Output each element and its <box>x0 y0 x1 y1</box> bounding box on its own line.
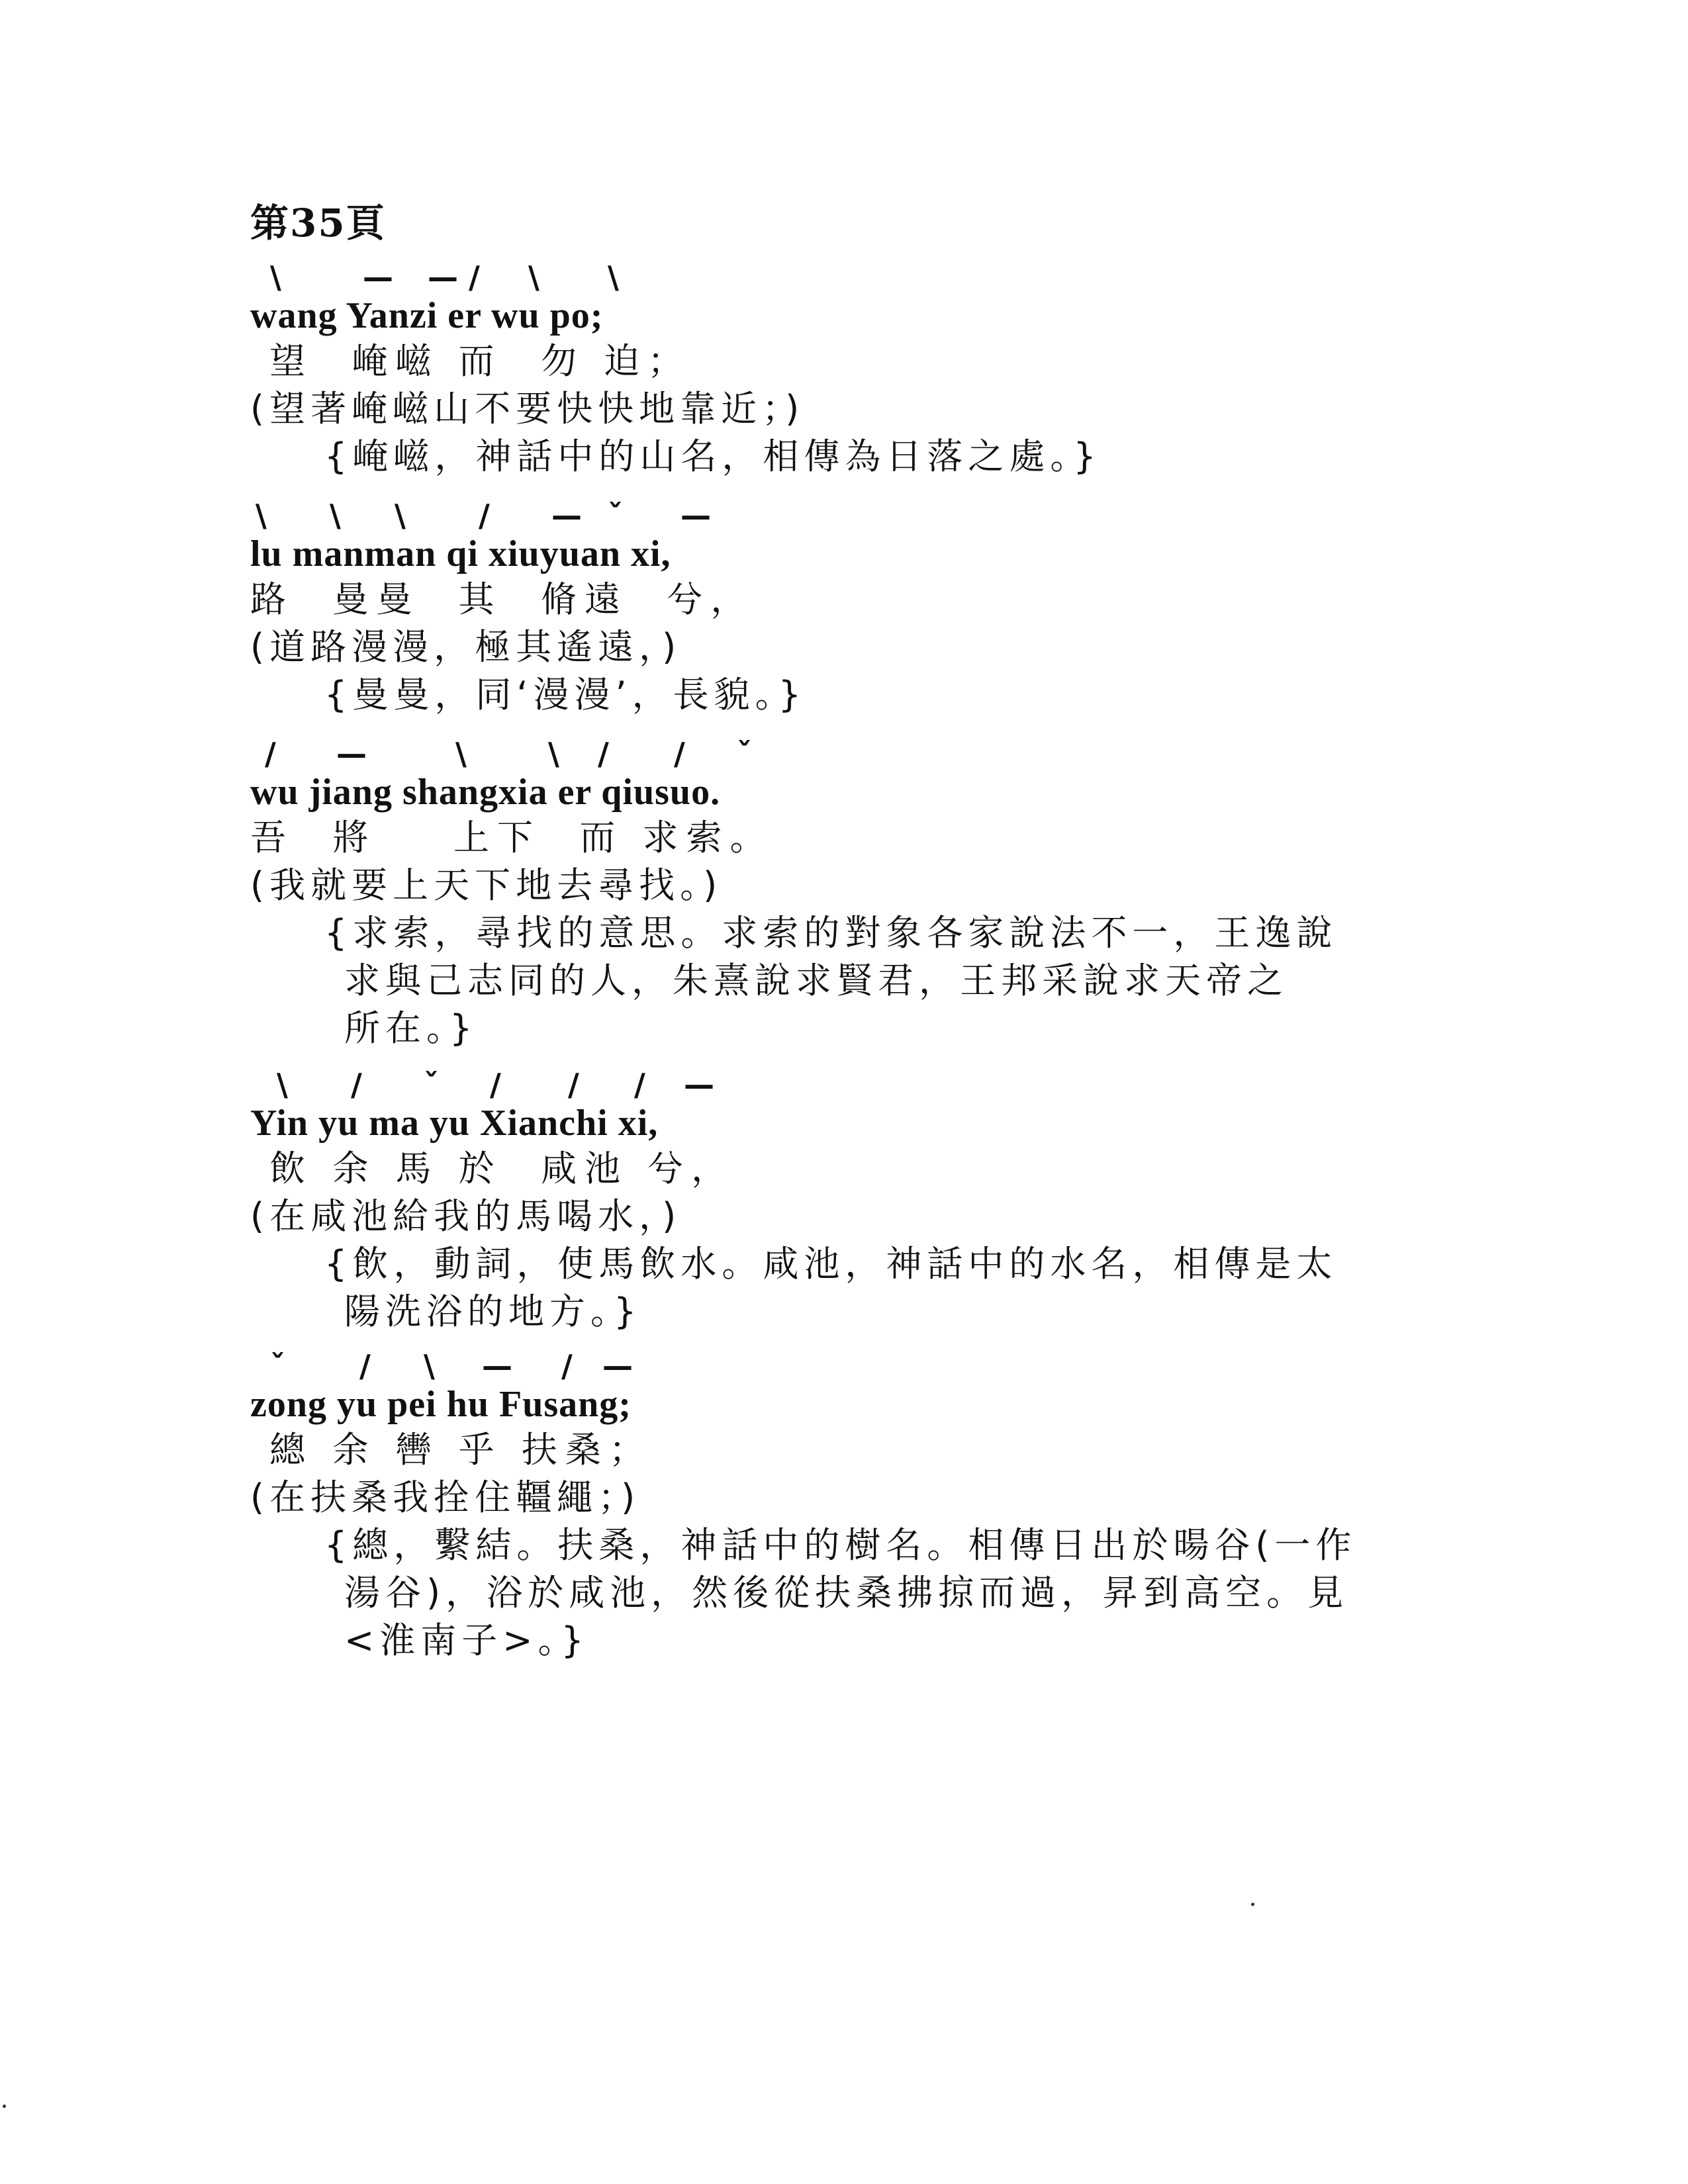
tone-mark: ˇ <box>737 736 752 772</box>
tone-mark: / <box>469 259 480 295</box>
tone-mark: \ <box>548 736 559 772</box>
tone-mark: / <box>634 1067 645 1103</box>
pinyin-line: zong yu pei hu Fusang; <box>250 1384 632 1425</box>
tone-mark: — <box>602 1348 633 1384</box>
chinese-line: 吾 將 上下 而 求索。 <box>250 817 774 858</box>
tone-mark: / <box>479 498 490 533</box>
annotation-line: 求與己志同的人，朱熹說求賢君，王邦采說求天帝之 <box>344 960 1288 1001</box>
translation-line: (在咸池給我的馬喝水，) <box>250 1195 682 1237</box>
tone-mark: / <box>490 1067 501 1103</box>
translation-line: (我就要上天下地去尋找。) <box>250 864 723 906</box>
annotation <box>250 1240 1508 1336</box>
page-title: 第35頁 <box>250 201 386 246</box>
stanza-4 <box>250 1067 1508 1336</box>
annotation <box>250 671 1508 719</box>
tone-mark: / <box>598 736 609 772</box>
tone-mark: / <box>568 1067 579 1103</box>
translation-line: (在扶桑我拴住韁繩；) <box>250 1477 641 1518</box>
scan-speck <box>3 2105 6 2108</box>
tone-mark: — <box>428 259 458 295</box>
annotation-line: {飲，動詞，使馬飲水。咸池，神話中的水名，相傳是太 <box>324 1243 1338 1285</box>
chinese-line: 飲 余 馬 於 咸池 兮， <box>250 1148 735 1189</box>
chinese-line: 路 曼曼 其 脩遠 兮， <box>250 578 755 620</box>
annotation-line: {總，繫結。扶桑，神話中的樹名。相傳日出於暘谷(一作 <box>324 1524 1357 1566</box>
tone-mark: — <box>363 259 393 295</box>
stanza-2 <box>250 498 1508 719</box>
tone-mark: / <box>561 1348 573 1384</box>
tone-mark: ˇ <box>270 1348 285 1384</box>
pinyin-line: Yin yu ma yu Xianchi xi, <box>250 1103 659 1144</box>
tone-mark: \ <box>256 498 267 533</box>
tone-mark: / <box>351 1067 362 1103</box>
annotation <box>250 433 1508 480</box>
tone-mark: / <box>265 736 276 772</box>
tone-mark: \ <box>424 1348 435 1384</box>
annotation-line: <淮南子>。} <box>344 1619 589 1661</box>
annotation-line: {崦嵫，神話中的山名，相傳為日落之處。} <box>324 435 1102 477</box>
tone-mark: — <box>680 498 711 533</box>
stanza-1 <box>250 259 1508 480</box>
annotation <box>250 909 1508 1052</box>
annotation-line: 陽洗浴的地方。} <box>344 1291 642 1332</box>
chinese-line: 總 余 轡 乎 扶桑； <box>250 1429 653 1471</box>
tone-mark: — <box>336 736 367 772</box>
tone-mark: \ <box>455 736 467 772</box>
scan-speck <box>1251 1903 1254 1906</box>
annotation-line: {求索，尋找的意思。求索的對象各家說法不一，王逸說 <box>324 912 1338 954</box>
tone-marks <box>250 1348 1508 1384</box>
annotation-line: 所在。} <box>344 1007 478 1049</box>
translation-line: (望著崦嵫山不要快快地靠近；) <box>250 388 805 430</box>
tone-mark: \ <box>528 259 539 295</box>
tone-marks <box>250 498 1508 533</box>
tone-mark: ˇ <box>608 498 623 533</box>
tone-mark: \ <box>270 259 281 295</box>
pinyin-line: lu manman qi xiuyuan xi, <box>250 533 671 574</box>
tone-marks <box>250 736 1508 772</box>
tone-mark: \ <box>608 259 619 295</box>
annotation-line: {曼曼，同‘漫漫’，長貌。} <box>324 674 807 715</box>
tone-mark: \ <box>277 1067 288 1103</box>
stanza-5 <box>250 1348 1508 1664</box>
annotation-line: 湯谷)，浴於咸池，然後從扶桑拂掠而過，昇到高空。見 <box>344 1572 1349 1614</box>
tone-marks <box>250 1067 1508 1103</box>
tone-mark: — <box>482 1348 512 1384</box>
tone-mark: \ <box>395 498 406 533</box>
tone-mark: ˇ <box>424 1067 439 1103</box>
tone-mark: / <box>674 736 685 772</box>
annotation <box>250 1522 1508 1664</box>
tone-mark: — <box>551 498 582 533</box>
stanza-3 <box>250 736 1508 1052</box>
tone-marks <box>250 259 1508 295</box>
chinese-line: 望 崦嵫 而 勿 迫； <box>250 340 692 382</box>
tone-mark: / <box>359 1348 371 1384</box>
translation-line: (道路漫漫，極其遙遠，) <box>250 626 682 668</box>
tone-mark: — <box>684 1067 714 1103</box>
pinyin-line: wu jiang shangxia er qiusuo. <box>250 772 721 813</box>
tone-mark: \ <box>330 498 341 533</box>
pinyin-line: wang Yanzi er wu po; <box>250 295 604 336</box>
